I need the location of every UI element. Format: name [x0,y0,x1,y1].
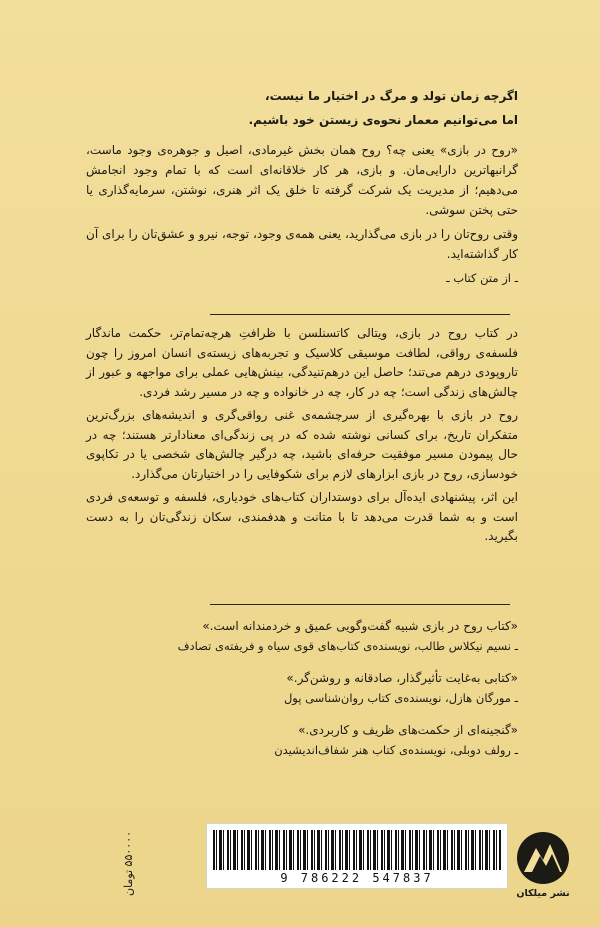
endorsements [86,616,518,772]
endorsement-author: ـ رولف دوبلی، نویسنده‌ی کتاب هنر شفاف‌اندیشیدن [274,743,518,757]
excerpt-paragraph: وقتی روح‌تان را در بازی می‌گذارید، یعنی همه‌ی وجود، توجه، نیرو و عشق‌تان را برای آن کار گذاشته‌اید. [86,227,518,261]
book-excerpt [86,140,518,288]
price-label [94,818,164,902]
endorsement [86,616,518,656]
endorsement [86,668,518,708]
divider [210,314,510,315]
barcode-bars [213,830,501,870]
description-paragraph: در کتاب روح در بازی، ویتالی کاتسنلسن با ظرافتِ هرچه‌تمام‌تر، حکمت ماندگار فلسفه‌ی رواقی، لطافت موسیقی کلاسیک و تجربه‌های زیسته‌ی انسان امروز را چون تاروپودی درهم می‌تند؛ حاصل این درهم‌تنیدگی، بینش‌هایی عملی برای مواجهه و عبور از چالش‌های زندگی است؛ چه در کار، چه در خانواده و چه در مسیر رشد فردی. [86,326,518,399]
endorsement-quote: «کتاب روح در بازی شبیه گفت‌وگویی عمیق و خردمندانه است.» [202,619,518,633]
excerpt-attribution: ـ از متن کتاب ـ [446,271,518,285]
endorsement-author: ـ مورگان هازل، نویسنده‌ی کتاب روان‌شناسی پول [283,691,518,705]
isbn-barcode [206,823,508,889]
isbn-digits: 9 786222 547837 [280,871,434,885]
intro-line-1: اگرچه زمان تولد و مرگ در اختیار ما نیست، [265,89,518,103]
price-text: ۵۵۰۰۰۰ تومان [122,830,135,896]
endorsement-quote: «گنجینه‌ای از حکمت‌های ظریف و کاربردی.» [298,723,518,737]
intro-quote [86,84,518,132]
mountain-peaks-logo-icon [516,826,570,896]
excerpt-paragraph: «روح در بازی» یعنی چه؟ روح همان بخش غیرمادی، اصیل و جوهره‌ی وجود ماست، گرانبهاترین دارایی‌مان. و بازی، هر کار خلاقانه‌ای است که با تمام وجود انجامش می‌دهیم؛ از مدیریت یک شرکت گرفته تا خلق یک اثر هنری، نوشتن، سرمایه‌گذاری یا حتی پختن سوشی. [86,143,518,217]
endorsement-author: ـ نسیم نیکلاس طالب، نویسنده‌ی کتاب‌های قوی سیاه و فریفته‌ی تصادف [177,639,518,653]
description-paragraph: روح در بازی با بهره‌گیری از سرچشمه‌ی غنی رواقی‌گری و اندیشه‌های بزرگ‌ترین متفکران تاریخ، برای کسانی نوشته شده که در پی زندگی‌ای معنادارتر هستند؛ چه در حال پیمودن مسیر موفقیت حرفه‌ای باشید، چه درگیر چالش‌های شخصی یا در تکاپوی خودسازی، روح در بازی ابزارهای لازم برای شکوفایی را در اختیارتان می‌گذارد. [86,408,518,481]
book-description [86,324,518,551]
publisher-name: نشر میلکان [516,888,570,899]
endorsement-quote: «کتابی به‌غایت تأثیرگذار، صادقانه و روشن‌گر.» [286,671,518,685]
divider [210,604,510,605]
description-paragraph: این اثر، پیشنهادی ایده‌آل برای دوستداران کتاب‌های خودیاری، فلسفه و توسعه‌ی فردی است و به شما قدرت می‌دهد تا با متانت و هدفمندی، سکان زندگی‌تان را به دست بگیرید. [86,490,518,543]
intro-line-2: اما می‌توانیم معمار نحوه‌ی زیستن خود باشیم. [248,113,518,127]
endorsement [86,720,518,760]
